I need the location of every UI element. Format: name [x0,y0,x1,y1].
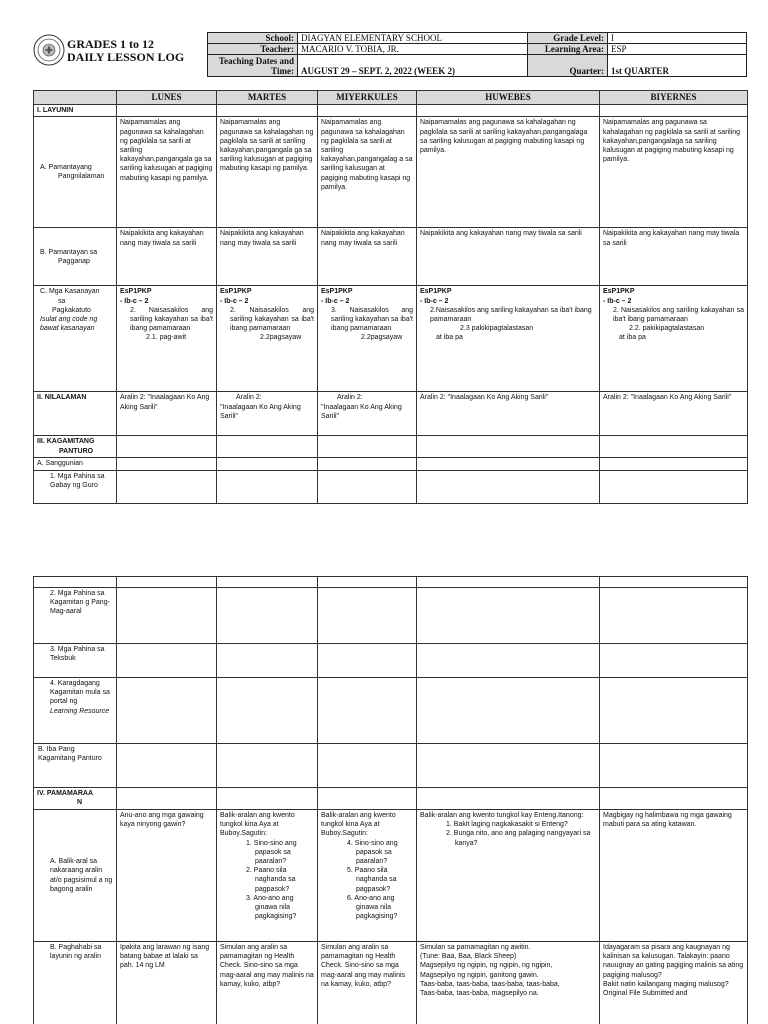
cell-kasanayan-biyernes: EsP1PKP - Ib-c – 2 2. Naisasakilos ang sariling kakayahan sa iba't ibang pamamaraan 2.2. pakikipagtalastasan at iba pa [600,286,748,392]
log-title: GRADES 1 to 12 DAILY LESSON LOG [67,37,185,64]
dates-value: AUGUST 29 – SEPT. 2, 2022 (WEEK 2) [298,55,528,77]
lesson-log-header [33,32,747,78]
day-header: LUNES [117,91,217,105]
cell-text: Naipakikita ang kakayahan nang may tiwala sa sarili [217,228,318,286]
row-label-sanggunian: A. Sanggunian [34,458,117,470]
quarter-value: 1st QUARTER [608,55,747,77]
day-header: MIYERKULES [318,91,417,105]
teacher-value: MACARIO V. TOBIA, JR. [298,44,528,55]
cell-balik-biyernes: Magbigay ng halimbawa ng mga gawaing mabuti para sa ating katawan. [600,810,748,942]
lesson-table-part-2 [33,576,748,1024]
section-layunin: I. LAYUNIN [34,105,117,117]
deped-seal-icon [33,34,65,66]
section-nilalaman: II. NILALAMAN [34,392,117,436]
cell-paghahabi-miyerkules: Simulan ang aralin sa pamamagitan ng Health Check. Sino-sino sa mga mag-aaral ang may malinis na kamay, kuko, atbp? [318,942,417,1024]
corner-header [34,91,117,105]
cell-text: Naipakikita ang kakayahan nang may tiwala sa sarili [600,228,748,286]
row-label-iba-pang-kagamitan: B. Iba Pang Kagamitang Panturo [34,744,117,788]
cell-balik-huwebes: Balik-aralan ang kwento tungkol kay Enteng.Itanong: 1. Bakit laging nagkakasakit si Enteng? 2. Bunga nito, ano ang palaging nangyayari sa kanya? [417,810,600,942]
row-label-karagdagang-kagamitan: 4. Karagdagang Kagamitan mula sa portal ng Learning Resource [34,678,117,744]
row-label-pamantayan-sa-pagganap: B. Pamantayan sa Pagganap [34,228,117,286]
row-label-paghahabi: B. Paghahabi sa layunin ng aralin [34,942,117,1024]
teacher-label: Teacher: [208,44,298,55]
cell-text: Naipamamalas ang pagunawa sa kahalagahan ng pagkilala sa sarili at sariling kakayahan,pangangalaga sa sariling kalusugan at pagiging mabuting kasapi ng pamilya. [600,117,748,228]
grade-value: I [608,33,747,44]
day-header: BIYERNES [600,91,748,105]
row-label-kagamitan-pang-mag-aaral: 2. Mga Pahina sa Kagamitan g Pang- Mag-aaral [34,588,117,644]
cell-kasanayan-martes: EsP1PKP - Ib-c – 2 2. Naisasakilos ang sariling kakayahan sa iba't ibang pamamaraan 2.2pagsayaw [217,286,318,392]
cell-text: Naipamamalas ang pagunawa sa kahalagahan ng pagkilala sa sarili at sariling kakayahan,pangangalag a sa sariling kalusugan at pagiging mabuting kasapi ng pamilya. [318,117,417,228]
cell-paghahabi-huwebes: Simulan sa pamamagitan ng awitin. (Tune: Baa, Baa, Black Sheep) Magsepilyo ng ngipin, ng ngipin, ng ngipin, Magsepilyo ng ngipin, ganitong gawin. Taas-baba, taas-baba, taas-baba, taas-baba, Taas-baba, taas-baba, magsepilyo na. [417,942,600,1024]
grade-label: Grade Level: [528,33,608,44]
cell-text: Naipamamalas ang pagunawa sa kahalagahan ng pagkilala sa sarili at sariling kakayahan,pangangala ga sa sariling kalusugan at pagiging mabuting kasapi ng pamilya. [117,117,217,228]
cell-balik-miyerkules: Balik-aralan ang kwento tungkol kina Aya at Buboy.Sagutin: 4. Sino-sino ang papasok sa paaralan? 5. Paano sila naghanda sa pagpasok? 6. Ano-ano ang ginawa nila pagkagising? [318,810,417,942]
cell-text: Naipakikita ang kakayahan nang may tiwala sa sarili [117,228,217,286]
cell-kasanayan-miyerkules: EsP1PKP - Ib-c – 2 3. Naisasakilos ang sariling kakayahan sa iba't ibang pamamaraan 2.2pagsayaw [318,286,417,392]
row-label-teksbuk: 3. Mga Pahina sa Teksbuk [34,644,117,678]
row-label-balik-aral: A. Balik-aral sa nakaraang aralin at/o pagsisimul a ng bagong aralin [34,810,117,942]
cell-paghahabi-martes: Simulan ang aralin sa pamamagitan ng Health Check. Sino-sino sa mga mag-aaral ang may malinis na kamay, kuko, atbp? [217,942,318,1024]
cell-paghahabi-biyernes: Idayagaram sa pisara ang kaugnayan ng kalinisan sa kalusugan. Talakayin: paano nauugnay an gating pagiging malinis sa ating pagiging malusog? Bakit natin kailangang maging malusog? Original File Submitted and [600,942,748,1024]
cell-aralin-huwebes: Aralin 2: "Inaalagaan Ko Ang Aking Sarili" [417,392,600,436]
row-label-pamantayang-pangnilalaman: A. Pamantayang Pangnilalaman [34,117,117,228]
cell-aralin-martes: Aralin 2: "Inaalagaan Ko Ang Aking Sarili" [217,392,318,436]
school-label: School: [208,33,298,44]
cell-balik-lunes: Anu-ano ang mga gawaing kaya ninyong gawin? [117,810,217,942]
day-header: HUWEBES [417,91,600,105]
dates-label: Teaching Dates and Time: [208,55,298,77]
cell-text: Naipamamalas ang pagunawa sa kahalagahan ng pagkilala sa sarili at sariling kakayahan,pangangalaga sa sariling kalusugan at pagiging mabuting kasapi ng pamilya. [417,117,600,228]
cell-text: Naipakikita ang kakayahan nang may tiwala sa sarili [417,228,600,286]
cell-aralin-lunes: Aralin 2: "Inaalagaan Ko Ang Aking Sarili" [117,392,217,436]
cell-aralin-miyerkules: Aralin 2: "Inaalagaan Ko Ang Aking Sarili" [318,392,417,436]
cell-text: Naipakikita ang kakayahan nang may tiwala sa sarili [318,228,417,286]
day-header: MARTES [217,91,318,105]
quarter-label: Quarter: [528,55,608,77]
cell-aralin-biyernes: Aralin 2: "Inaalagaan Ko Ang Aking Sarili" [600,392,748,436]
area-label: Learning Area: [528,44,608,55]
cell-kasanayan-lunes: EsP1PKP - Ib-c – 2 2. Naisasakilos ang sariling kakayahan sa iba't ibang pamamaraan 2.1. pag-awit [117,286,217,392]
cell-text: Naipamamalas ang pagunawa sa kahalagahan ng pagkilala sa sarili at sariling kakayahan,pangangala ga sa sariling kalusugan at pagiging mabuting kasapi ng pamilya. [217,117,318,228]
lesson-table-part-1 [33,90,748,504]
area-value: ESP [608,44,747,55]
cell-balik-martes: Balik-aralan ang kwento tungkol kina Aya at Buboy.Sagutin: 1. Sino-sino ang papasok sa paaralan? 2. Paano sila naghanda sa pagpasok? 3. Ano-ano ang ginawa nila pagkagising? [217,810,318,942]
row-label-kasanayan: C. Mga Kasanayan sa Pagkakatuto Isulat ang code ng bawat kasanayan [34,286,117,392]
cell-paghahabi-lunes: Ipakita ang larawan ng isang batang babae at lalaki sa pah. 14 ng LM [117,942,217,1024]
cell-kasanayan-huwebes: EsP1PKP - Ib-c – 2 2.Naisasakilos ang sariling kakayahan sa iba't ibang pamamaraan 2.3 pakikipagtalastasan at iba pa [417,286,600,392]
school-info-table [207,32,747,77]
section-pamamaraan: IV. PAMAMARAA N [34,788,117,810]
row-label-gabay-ng-guro: 1. Mga Pahina sa Gabay ng Guro [34,470,117,503]
section-kagamitang-panturo: III. KAGAMITANG PANTURO [34,436,117,458]
school-value: DIAGYAN ELEMENTARY SCHOOL [298,33,528,44]
